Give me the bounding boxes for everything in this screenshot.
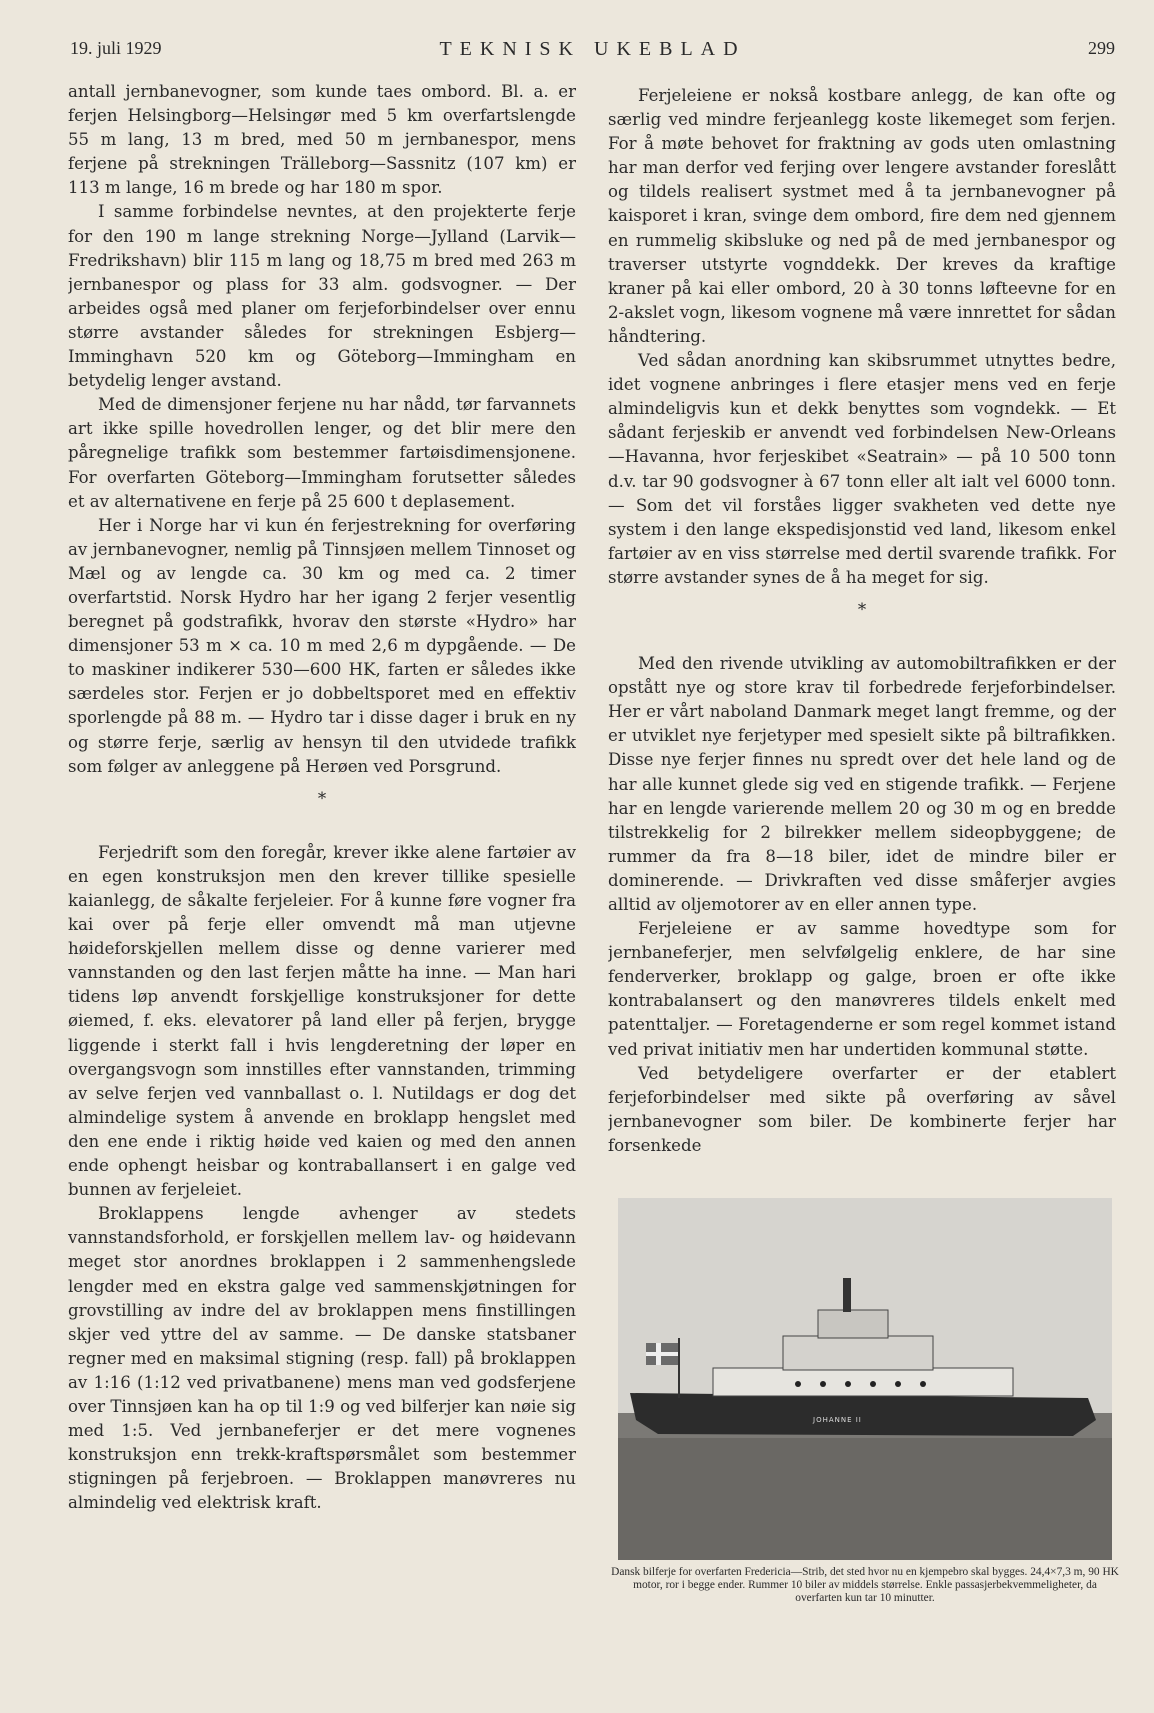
paragraph: antall jernbanevogner, som kunde taes ombord. Bl. a. er ferjen Helsingborg—Helsingør med 5 km overfartslengde 55 m lang, 13 m bred, med 50 m jernbanespor, mens ferjene på strekningen Trälleborg—Sassnitz (107 km) er 113 m lange, 16 m brede og har 180 m spor. — [68, 82, 576, 198]
ship-bridge — [818, 1310, 888, 1338]
paragraph: Ferjeleiene er nokså kostbare anlegg, de kan ofte og særlig ved mindre ferjeanlegg koste likemeget som ferjen. For å møte behovet for fraktning av gods uten omlastning har man derfor ved ferjing over lengere avstander foreslått og tildels realisert systmet med å ta jernbanevogner på kaisporet i kran, svinge dem ombord, fire dem ned gjennem en rummelig skibsluke og ned på de med jernbanespor og traverser utstyrte vognddekk. Der kreves da kraftige kraner på kai eller ombord, 20 à 30 tonns løfteevne for en 2-akslet vogn, likesom vognene må være innrettet for sådan håndtering. — [608, 86, 1116, 346]
paragraph: Broklappens lengde avhenger av stedets vannstandsforhold, er forskjellen mellem lav- og høidevann meget stor anordnes broklappen i 2 sammenhengslede lengder med en ekstra galge ved sammenskjøtningen for grovstilling av indre del av broklappen mens finstillingen skjer ved yttre del av samme. — De danske statsbaner regner med en maksimal stigning (resp. fall) på broklappen av 1:16 (1:12 ved privatbanene) mens man ved godsferjene over Tinnsjøen kan ha op til 1:9 og ved bilferjer kan nøie sig med 1:5. Ved jernbaneferjer er det mere vognenes konstruksjon enn trekk-kraftspørsmålet som bestemmer stigningen på ferjebroen. — Broklappen manøvreres nu almindelig ved elektrisk kraft. — [68, 1204, 576, 1513]
porthole — [795, 1381, 801, 1387]
porthole — [920, 1381, 926, 1387]
paragraph: Ved betydeligere overfarter er der etablert ferjeforbindelser med sikte på overføring av såvel jernbanevogner som biler. De kombinerte ferjer har forsenkede — [608, 1063, 1116, 1155]
section-separator: * — [857, 599, 867, 619]
left-column — [68, 80, 576, 1610]
ship-deckhouse — [713, 1368, 1013, 1396]
porthole — [845, 1381, 851, 1387]
paragraph: Med de dimensjoner ferjene nu har nådd, tør farvannets art ikke spille hovedrollen lenger, og det blir mere den påregnelige trafikk som bestemmer fartøisdimensjonene. For overfarten Göteborg—Immingham forutsetter således et av alternativene en ferje på 25 600 t deplasement. — [68, 395, 576, 511]
paragraph: Med den rivende utvikling av automobiltrafikken er der opstått nye og store krav til forbedrede ferjeforbindelser. Her er vårt naboland Danmark meget langt fremme, og der er utviklet nye ferjetyper med spesielt sikte på biltrafikken. Disse nye ferjer finnes nu spredt over det hele land og de har alle kunnet glede sig ved en stigende trafikk. — Ferjene har en lengde varierende mellem 20 og 30 m og en bredde tilstrekkelig for 2 bilrekker mellem sideopbyggene; de rummer da fra 8—18 biler, idet de mindre biler er dominerende. — Drivkraften ved disse småferjer avgies alltid av oljemotorer av en eller annen type. — [608, 654, 1116, 914]
ferry-illustration — [618, 1198, 1112, 1560]
porthole — [895, 1381, 901, 1387]
ship-hull — [630, 1393, 1096, 1436]
running-header — [70, 38, 1115, 68]
paragraph: I samme forbindelse nevntes, at den projekterte ferje for den 190 m lange strekning Norge—Jylland (Larvik—Fredrikshavn) blir 115 m lang og 18,75 m bred med 263 m jernbanespor og plass for 33 alm. godsvogner. — Der arbeides også med planer om ferjeforbindelser over ennu større avstander således for strekningen Esbjerg—Imminghavn 520 km og Göteborg—Immingham en betydelig lenger avstand. — [68, 202, 576, 391]
journal-title: TEKNISK UKEBLAD — [439, 38, 746, 60]
paragraph: Ferjeleiene er av samme hovedtype som for jernbaneferjer, men selvfølgelig enklere, de har sine fenderverker, broklapp og galge, broen er ofte ikke kontrabalansert og den manøvreres tildels enkelt med patenttaljer. — Foretagenderne er som regel kommet istand ved privat initiativ men har undertiden kommunal støtte. — [608, 919, 1116, 1059]
porthole — [870, 1381, 876, 1387]
paragraph: Her i Norge har vi kun én ferjestrekning for overføring av jernbanevogner, nemlig på Tinnsjøen mellem Tinnoset og Mæl og av lengde ca. 30 km og med ca. 2 timer overfartstid. Norsk Hydro har her igang 2 ferjer vesentlig beregnet på godstrafikk, hvorav den største «Hydro» har dimensjoner 53 m × ca. 10 m med 2,6 m dypgående. — De to maskiner indikerer 530—600 HK, farten er således ikke særdeles stor. Ferjen er jo dobbeltsporet med en effektiv sporlengde på 88 m. — Hydro tar i disse dager i bruk en ny og større ferje, særlig av hensyn til den utvidede trafikk som følger av anleggene på Herøen ved Porsgrund. — [68, 515, 576, 776]
paragraph: Ferjedrift som den foregår, krever ikke alene fartøier av en egen konstruksjon men den krever tillike spesielle kaianlegg, de såkalte ferjeleier. For å kunne føre vogner fra kai over på ferje eller omvendt må man utjevne høideforskjellen mellem disse og denne varierer med vannstanden og den last ferjen måtte ha inne. — Man hari tidens løp anvendt forskjellige konstruksjoner for dette øiemed, f. eks. elevatorer på land eller på ferjen, brygge liggende i sterkt fall i hvis lengderetning der løper en overgangsvogn som innstilles efter vannstanden, trimming av selve ferjen ved vannballast o. l. Nutildags er dog det almindelige system å anvende en broklapp hengslet med den ene ende i riktig høide ved kaien og med den annen ende ophengt heisbar og kontraballansert i en galge ved bunnen av ferjeleiet. — [68, 842, 576, 1200]
section-separator: * — [317, 788, 327, 808]
ferry-photo — [618, 1198, 1112, 1560]
ship-superstructure — [783, 1336, 933, 1370]
ship-name: JOHANNE II — [813, 1416, 862, 1424]
flagpole — [678, 1338, 680, 1398]
issue-date: 19. juli 1929 — [70, 38, 162, 58]
porthole — [820, 1381, 826, 1387]
ship-mast — [843, 1278, 851, 1312]
paragraph: Ved sådan anordning kan skibsrummet utnyttes bedre, idet vognene anbringes i flere etasjer mens ved en ferje almindeligvis kun et dekk benyttes som vogndekk. — Et sådant ferjeskib er anvendt ved forbindelsen New-Orleans —Havanna, hvor ferjeskibet «Seatrain» — på 10 500 tonn d.v. tar 90 godsvogner à 67 tonn eller alt ialt vel 6000 tonn. — Som det vil forståes ligger svakheten ved dette nye system i den lange ekspedisjonstid ved land, likesom enkel fartøier av en viss størrelse med dertil svarende trafikk. For større avstander synes de å ha meget for sig. — [608, 351, 1116, 587]
photo-caption: Dansk bilferje for overfarten Fredericia—Strib, det sted hvor nu en kjempebro skal bygges. 24,4×7,3 m, 90 HK motor, ror i begge ender. Rummer 10 biler av middels størrelse. Enkle passasjerbekvemmeligheter, da overfarten kun tar 10 minutter. — [611, 1566, 1119, 1604]
water-shadow — [618, 1438, 1112, 1560]
page-number: 299 — [1088, 38, 1115, 58]
